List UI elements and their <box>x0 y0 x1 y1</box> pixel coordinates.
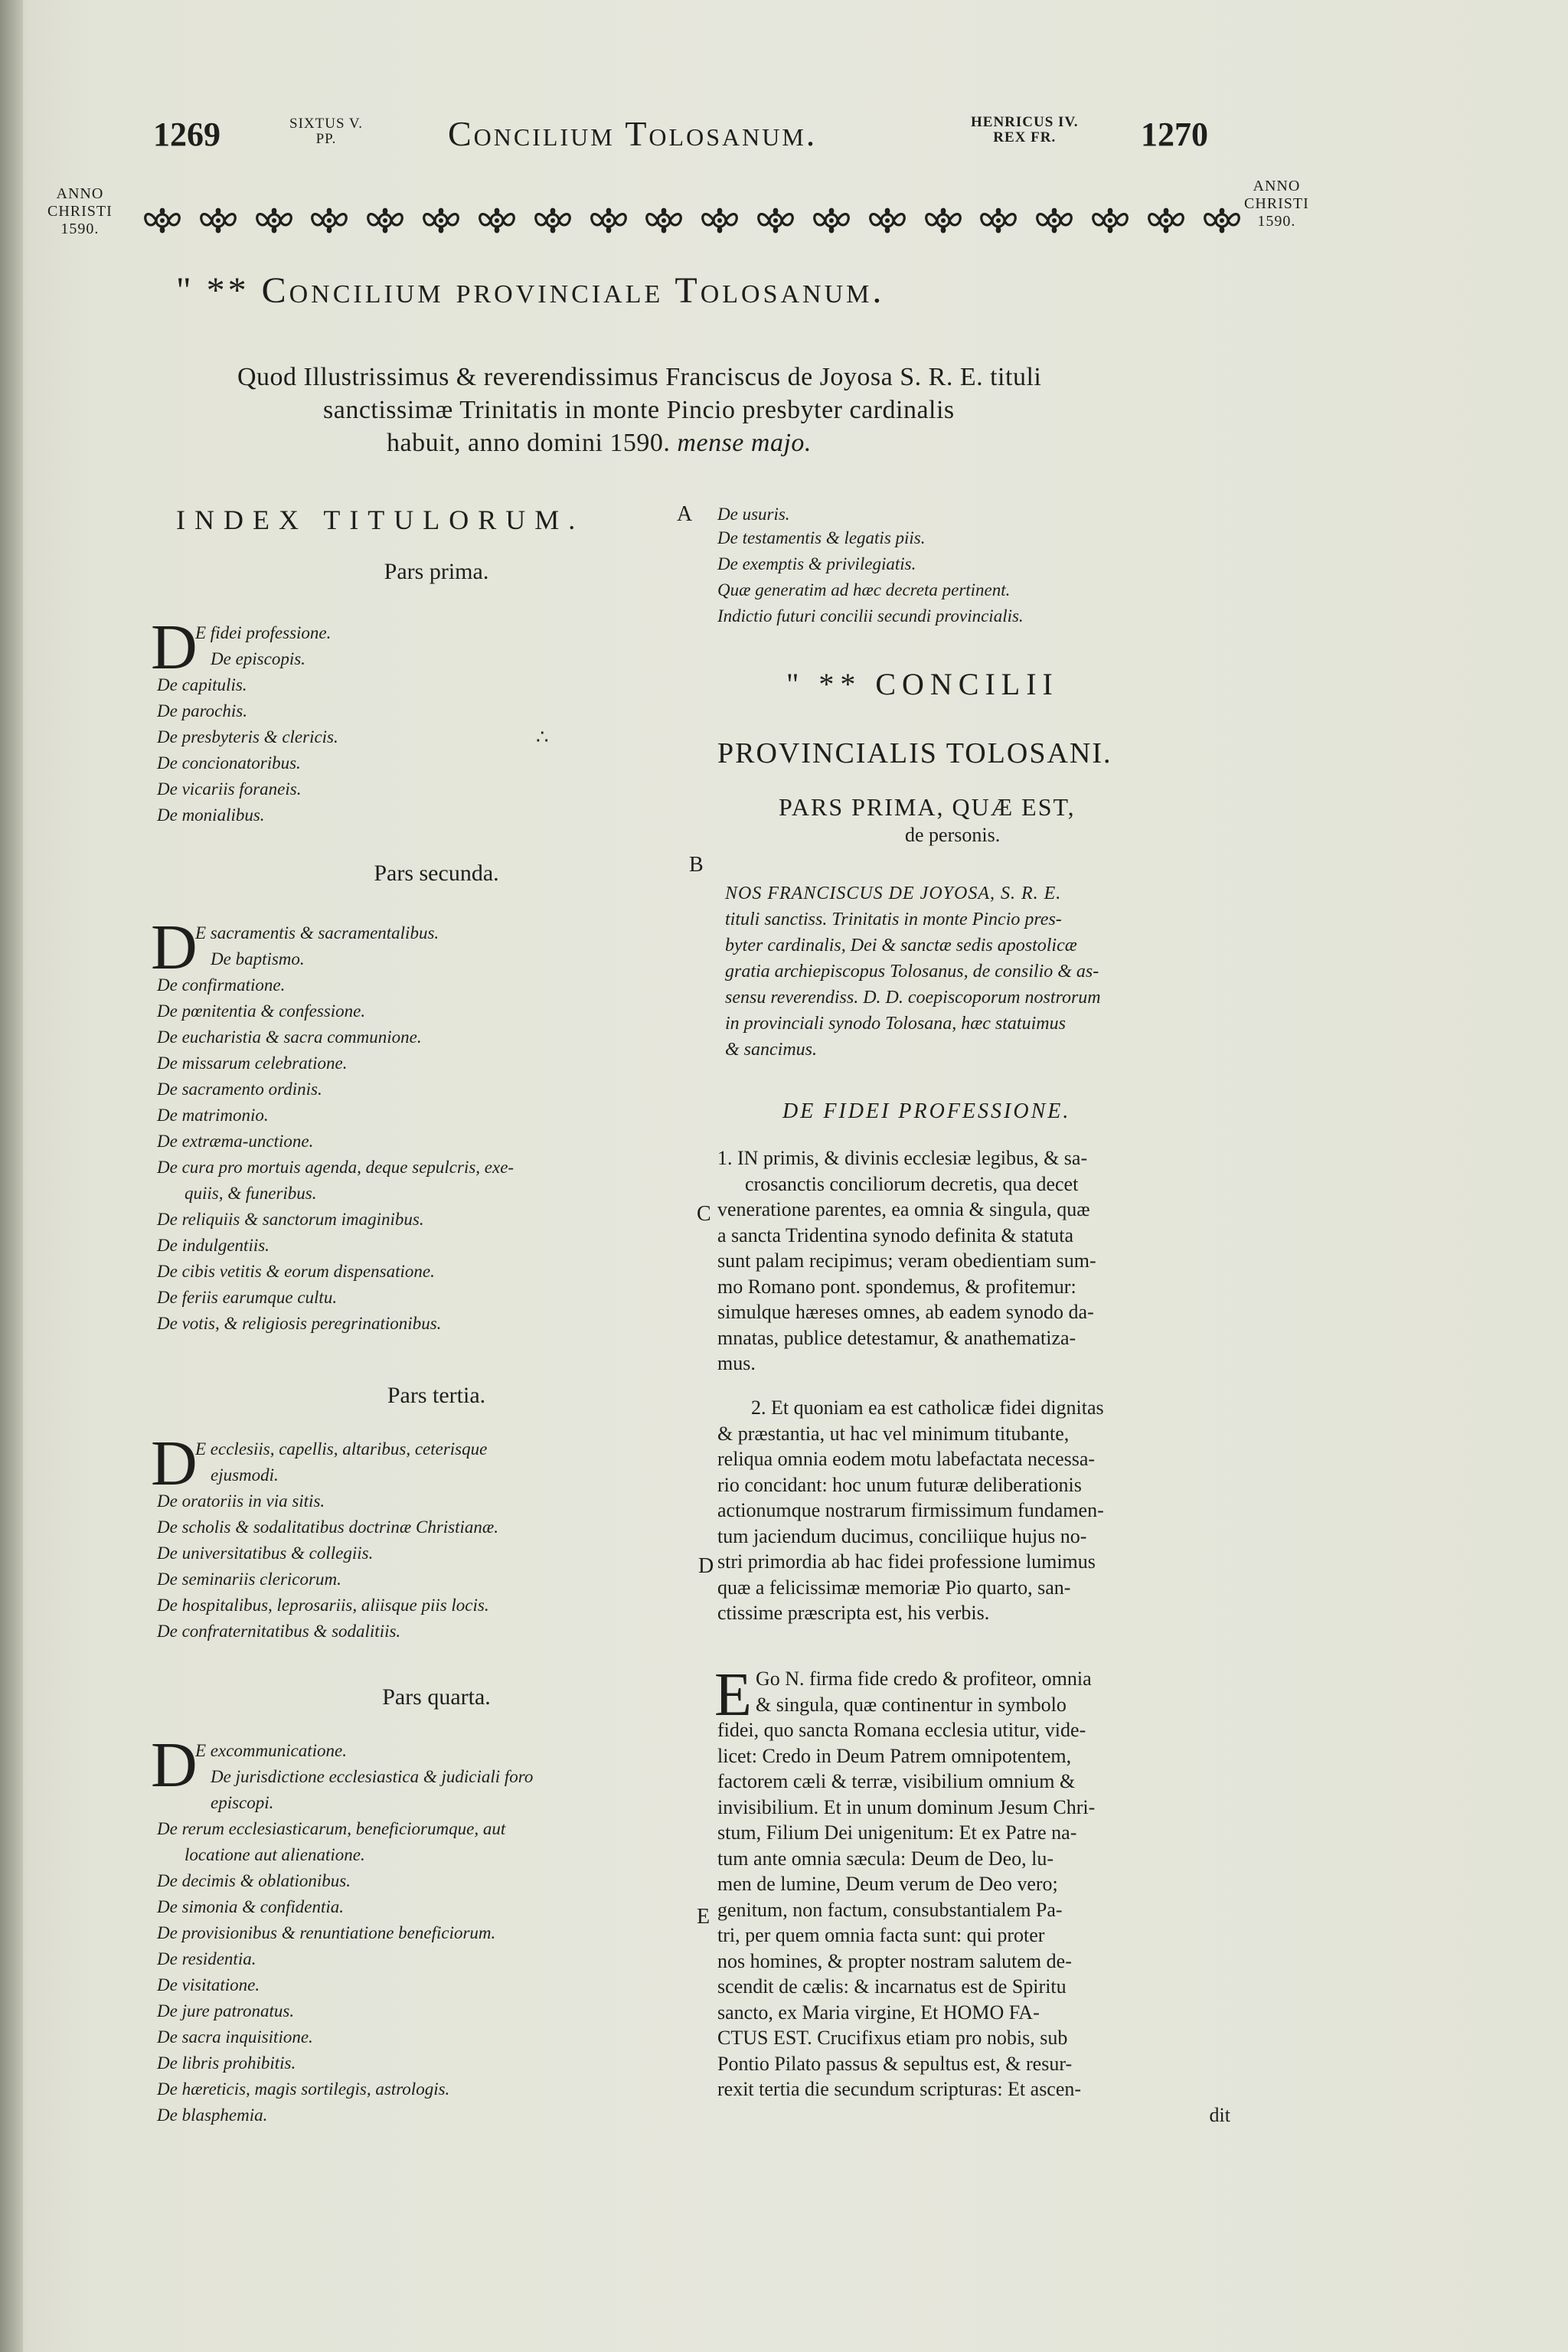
fleuron-ornament <box>698 203 741 238</box>
index-entry: De vicariis foraneis. <box>157 779 302 799</box>
index-entry: quiis, & funeribus. <box>185 1184 317 1203</box>
index-entry: De decimis & oblationibus. <box>157 1871 351 1890</box>
index-entry: De parochis. <box>157 701 247 720</box>
para1-line: mo Romano pont. spondemus, & profitemur: <box>717 1275 1076 1298</box>
dropcap: D <box>151 1428 198 1499</box>
para1-line: mnatas, publice detestamur, & anathematiza- <box>717 1326 1076 1349</box>
dropcap: D <box>151 612 198 683</box>
index-entry: De visitatione. <box>157 1975 260 1994</box>
ego-line: sancto, ex Maria virgine, Et HOMO FA- <box>717 2001 1040 2024</box>
index-entry: De testamentis & legatis piis. <box>717 528 926 547</box>
fleuron-ornament <box>420 203 462 238</box>
index-entry: De episcopis. <box>211 649 305 668</box>
anno-word: ANNO <box>56 185 104 202</box>
pars-prima-list <box>151 612 338 828</box>
index-entry: De universitatibus & collegiis. <box>157 1544 374 1563</box>
fleuron-ornament <box>364 203 407 238</box>
index-entry: De extræma-unctione. <box>157 1132 314 1151</box>
para1-line: sunt palam recipimus; veram obedientiam sum- <box>717 1250 1096 1272</box>
para2-line: actionumque nostrarum firmissimum fundamen- <box>717 1499 1104 1521</box>
pope-title: PP. <box>315 131 337 147</box>
nos-line: NOS FRANCISCUS DE JOYOSA, S. R. E. <box>725 884 1062 903</box>
pars-prima-label: Pars prima. <box>384 559 489 584</box>
de-personis: de personis. <box>905 824 1001 846</box>
pars-quarta-list <box>151 1730 534 2128</box>
index-entry: episcopi. <box>211 1793 274 1812</box>
paragraph-1 <box>717 1145 1230 1377</box>
fleuron-ornament <box>1089 203 1132 238</box>
index-entry: ejusmodi. <box>211 1465 279 1485</box>
ego-line: rexit tertia die secundum scripturas: Et ascen- <box>717 2078 1082 2100</box>
stray-mark: ∴ <box>536 726 549 748</box>
ego-line: men de lumine, Deum verum de Deo vero; <box>717 1873 1058 1895</box>
nos-line: gratia archiepiscopus Tolosanus, de consilio & as- <box>725 962 1099 982</box>
subtitle-italic: mense majo. <box>677 429 812 457</box>
dropcap: D <box>151 1730 198 1801</box>
nos-line: byter cardinalis, Dei & sanctæ sedis apostolicæ <box>725 936 1077 956</box>
index-entry: De sacra inquisitione. <box>157 2027 313 2047</box>
right-index-list <box>717 504 1024 629</box>
index-entry: Quæ generatim ad hæc decreta pertinent. <box>717 580 1011 599</box>
subtitle-line-1: Quod Illustrissimus & reverendissimus Franciscus de Joyosa S. R. E. tituli <box>237 363 1042 391</box>
professione-heading: DE FIDEI PROFESSIONE. <box>782 1099 1071 1123</box>
para1-line: crosanctis conciliorum decretis, qua decet <box>745 1172 1079 1195</box>
concilii-heading-1: " ** CONCILII <box>786 667 1059 701</box>
index-entry: E ecclesiis, capellis, altaribus, ceterisque <box>195 1439 488 1459</box>
pope-label <box>289 116 363 147</box>
index-entry: De exemptis & privilegiatis. <box>717 554 916 573</box>
index-entry: De seminariis clericorum. <box>157 1570 341 1589</box>
index-entry: De monialibus. <box>157 805 265 825</box>
index-entry: De reliquiis & sanctorum imaginibus. <box>157 1210 424 1229</box>
ego-line: genitum, non factum, consubstantialem Pa- <box>717 1898 1063 1921</box>
index-entry: De blasphemia. <box>157 2105 268 2125</box>
index-entry: De cibis vetitis & eorum dispensatione. <box>157 1262 435 1281</box>
pars-tertia-list <box>151 1428 498 1645</box>
para2-line: quæ a felicissimæ memoriæ Pio quarto, san- <box>717 1576 1071 1599</box>
para1-line: a sancta Tridentina synodo definita & statuta <box>717 1223 1074 1246</box>
index-entry: De confraternitatibus & sodalitiis. <box>157 1622 401 1641</box>
ego-line: invisibilium. Et in unum dominum Jesum Chri- <box>717 1795 1096 1818</box>
ego-line: dit <box>1209 2103 1230 2126</box>
para2-line: tum jaciendum ducimus, conciliique hujus no- <box>717 1524 1087 1547</box>
ego-line: Go N. firma fide credo & profiteor, omnia <box>756 1668 1092 1690</box>
page-number-right: 1270 <box>1141 116 1208 153</box>
fleuron-ornament <box>1033 203 1076 238</box>
index-entry: De scholis & sodalitatibus doctrinæ Christianæ. <box>157 1517 498 1537</box>
dropcap: E <box>714 1661 752 1729</box>
index-entry: De presbyteris & clericis. <box>157 727 338 746</box>
pars-tertia-label: Pars tertia. <box>387 1383 486 1408</box>
nos-line: sensu reverendiss. D. D. coepiscoporum nostrorum <box>725 988 1101 1008</box>
ego-line: licet: Credo in Deum Patrem omnipotentem, <box>717 1744 1072 1767</box>
pars-prima-heading: PARS PRIMA, QUÆ EST, <box>779 793 1076 821</box>
ego-line: Pontio Pilato passus & sepultus est, & resur- <box>717 2052 1073 2075</box>
fleuron-ornament <box>754 203 797 238</box>
margin-letter-e: E <box>697 1905 710 1929</box>
ego-line: factorem cæli & terræ, visibilium omnium & <box>717 1770 1076 1792</box>
index-entry: De jure patronatus. <box>157 2001 295 2020</box>
christi-word: CHRISTI <box>47 203 113 220</box>
index-entry: De oratoriis in via sitis. <box>157 1491 325 1511</box>
nos-block <box>725 880 1230 1063</box>
index-entry: De feriis earumque cultu. <box>157 1288 338 1307</box>
fleuron-ornament <box>531 203 574 238</box>
anno-left <box>47 185 113 238</box>
book-gutter <box>0 0 23 2352</box>
index-entry: De provisionibus & renuntiatione beneficiorum. <box>157 1923 496 1942</box>
index-entry: De libris prohibitis. <box>157 2053 296 2073</box>
para1-line: veneratione parentes, ea omnia & singula, quæ <box>717 1198 1090 1220</box>
index-entry: De cura pro mortuis agenda, deque sepulcris, exe- <box>157 1158 514 1177</box>
fleuron-ornament <box>475 203 518 238</box>
index-entry: De jurisdictione ecclesiastica & judiciali foro <box>211 1767 534 1786</box>
index-entry: De rerum ecclesiasticarum, beneficiorumque, aut <box>157 1819 506 1838</box>
margin-letter-d: D <box>698 1554 714 1578</box>
year-left: 1590. <box>60 220 100 237</box>
index-entry: De votis, & religiosis peregrinationibus. <box>157 1314 442 1333</box>
running-title: Concilium Tolosanum. <box>448 114 818 153</box>
fleuron-ornament <box>587 203 630 238</box>
ego-line: tri, per quem omnia facta sunt: qui proter <box>717 1924 1045 1946</box>
index-entry: De pœnitentia & confessione. <box>157 1001 366 1021</box>
para2-line: reliqua omnia eodem motu labefactata necessa- <box>717 1448 1096 1470</box>
subtitle-text: habuit, anno domini 1590. <box>387 429 671 457</box>
paragraph-2 <box>717 1395 1230 1626</box>
king-title: REX FR. <box>993 129 1057 145</box>
para2-line: stri primordia ab hac fidei professione lumimus <box>717 1550 1096 1573</box>
king-label <box>971 115 1078 145</box>
fleuron-ornament <box>1200 203 1243 238</box>
para2-line: 2. Et quoniam ea est catholicæ fidei dignitas <box>751 1396 1104 1419</box>
fleuron-ornament <box>197 203 240 238</box>
para1-line: 1. IN primis, & divinis ecclesiæ legibus, & sa- <box>717 1147 1088 1169</box>
fleuron-ornament <box>253 203 296 238</box>
fleuron-ornament <box>141 203 184 238</box>
fleuron-ornament <box>977 203 1020 238</box>
page-number-left: 1269 <box>153 116 220 153</box>
index-entry: De usuris. <box>717 505 790 524</box>
dropcap: D <box>151 912 198 983</box>
margin-letter-c: C <box>697 1202 711 1226</box>
pars-secunda-label: Pars secunda. <box>374 861 499 886</box>
anno-right <box>1244 178 1309 230</box>
index-entry: De indulgentiis. <box>157 1236 270 1255</box>
index-entry: Indictio futuri concilii secundi provincialis. <box>717 606 1024 626</box>
fleuron-ornament <box>642 203 685 238</box>
king-name: HENRICUS IV. <box>971 114 1079 130</box>
margin-letter-b: B <box>689 853 704 877</box>
para2-line: & præstantia, ut hac vel minimum titubante, <box>717 1422 1070 1445</box>
ego-line: scendit de cælis: & incarnatus est de Spiritu <box>717 1975 1067 1998</box>
ego-line: nos homines, & propter nostram salutem de- <box>717 1949 1072 1972</box>
nos-line: & sancimus. <box>725 1040 817 1060</box>
subtitle-line-3 <box>387 429 812 458</box>
pars-quarta-label: Pars quarta. <box>382 1684 491 1710</box>
index-entry: De eucharistia & sacra communione. <box>157 1027 422 1047</box>
index-entry: De simonia & confidentia. <box>157 1897 345 1916</box>
index-entry: De confirmatione. <box>157 975 286 995</box>
index-entry: E sacramentis & sacramentalibus. <box>195 923 439 942</box>
fleuron-ornament <box>308 203 351 238</box>
index-entry: De matrimonio. <box>157 1106 269 1125</box>
index-heading: INDEX TITULORUM. <box>176 505 585 535</box>
ego-line: fidei, quo sancta Romana ecclesia utitur, vide- <box>717 1719 1086 1741</box>
margin-letter-a: A <box>677 502 693 526</box>
nos-line: in provinciali synodo Tolosana, hæc statuimus <box>725 1014 1066 1034</box>
index-entry: De baptismo. <box>211 949 305 969</box>
index-entry: De hæreticis, magis sortilegis, astrologis. <box>157 2079 450 2099</box>
index-entry: De sacramento ordinis. <box>157 1080 322 1099</box>
christi-word: CHRISTI <box>1244 195 1309 212</box>
anno-word: ANNO <box>1253 178 1301 194</box>
main-title: " ** Concilium provinciale Tolosanum. <box>176 270 885 311</box>
para2-line: ctissime præscripta est, his verbis. <box>717 1602 990 1624</box>
fleuron-ornament <box>1145 203 1187 238</box>
index-entry: De missarum celebratione. <box>157 1054 348 1073</box>
year-right: 1590. <box>1257 213 1296 230</box>
index-entry: E fidei professione. <box>195 623 332 642</box>
para1-line: simulque hæreses omnes, ab eadem synodo da- <box>717 1301 1094 1323</box>
index-entry: De residentia. <box>157 1949 256 1968</box>
para2-line: rio concidant: hoc unum futuræ deliberationis <box>717 1473 1082 1496</box>
ego-line: stum, Filium Dei unigenitum: Et ex Patre na- <box>717 1821 1077 1844</box>
ego-line: CTUS EST. Crucifixus etiam pro nobis, sub <box>717 2027 1068 2049</box>
ego-line: & singula, quæ continentur in symbolo <box>756 1693 1067 1716</box>
ego-line: tum ante omnia sæcula: Deum de Deo, lu- <box>717 1847 1054 1870</box>
fleuron-ornament <box>922 203 965 238</box>
nos-line: tituli sanctiss. Trinitatis in monte Pincio pres- <box>725 910 1062 929</box>
index-entry: De hospitalibus, leprosariis, aliisque piis locis. <box>157 1596 489 1615</box>
index-entry: E excommunicatione. <box>195 1741 347 1760</box>
subtitle-line-2: sanctissimæ Trinitatis in monte Pincio presbyter cardinalis <box>323 396 955 424</box>
fleuron-ornament <box>866 203 909 238</box>
fleuron-ornament <box>810 203 853 238</box>
paragraph-ego <box>714 1661 1230 2128</box>
pope-name: SIXTUS V. <box>289 116 363 132</box>
index-entry: De capitulis. <box>157 675 247 694</box>
index-entry: De concionatoribus. <box>157 753 301 773</box>
pars-secunda-list <box>151 912 514 1337</box>
para1-line: mus. <box>717 1352 756 1374</box>
ornament-band <box>141 198 1243 243</box>
index-entry: locatione aut alienatione. <box>185 1845 365 1864</box>
concilii-heading-2: PROVINCIALIS TOLOSANI. <box>717 737 1112 769</box>
